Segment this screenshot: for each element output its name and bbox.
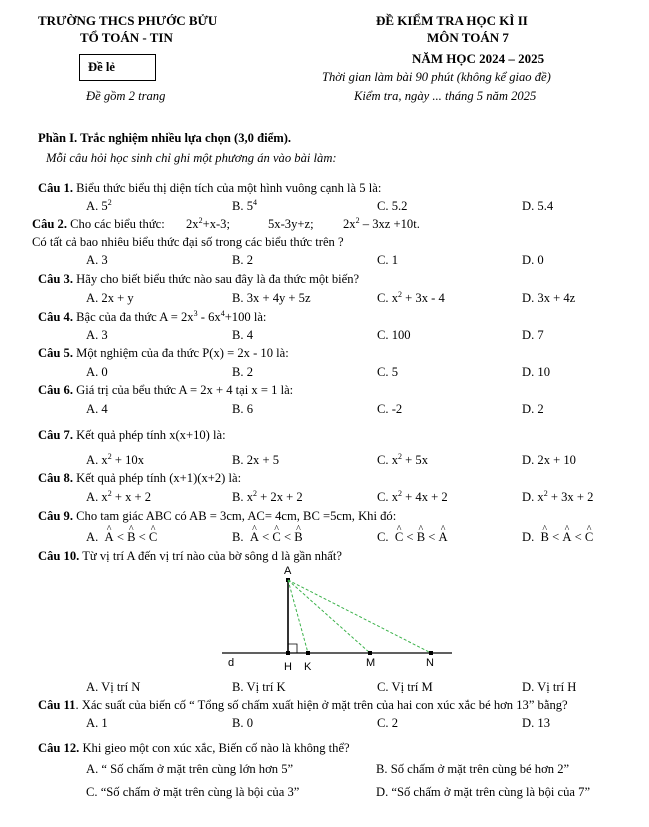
q9-option-d: D. ^ B < ^ A < ^ C [522, 530, 593, 544]
q2-expression-2: 5x-3y+z; [268, 217, 314, 231]
q5-option-c: C. 5 [377, 365, 398, 379]
q6-option-b: B. 6 [232, 402, 253, 416]
q11-option-b: B. 0 [232, 716, 253, 730]
question-5: Câu 5. Một nghiệm của đa thức P(x) = 2x - 10 là: [38, 346, 289, 360]
school-year: NĂM HỌC 2024 – 2025 [412, 51, 545, 66]
q1-option-b: B. $5^4$ [232, 198, 257, 213]
q2-expression-3: $2x^2 - 3xz +10t$. [343, 216, 420, 231]
version-label: Đề lẻ [88, 60, 115, 74]
q12-option-d: D. “Số chấm ở mặt trên cùng là bội của 7” [376, 785, 591, 799]
question-2: Câu 2. Cho các biểu thức: [32, 217, 165, 231]
exam-date: Kiểm tra, ngày ... tháng 5 năm 2025 [354, 89, 537, 103]
q10-option-d: D. Vị trí H [522, 680, 577, 694]
department-name: TỔ TOÁN - TIN [80, 30, 173, 45]
q11-option-d: D. 13 [522, 716, 550, 730]
point-H [286, 651, 290, 655]
point-M [368, 651, 372, 655]
question-12: Câu 12. Khi gieo một con xúc xắc, Biến cố nào là không thể? [38, 741, 350, 755]
q7-option-d: D. 2x + 10 [522, 453, 576, 467]
exam-duration: Thời gian làm bài 90 phút (không kể giao đề) [322, 70, 551, 84]
point-K [306, 651, 310, 655]
question-label: Câu 1. [38, 181, 73, 195]
q8-option-c: C. $x^2 + 4x + 2$ [377, 489, 448, 504]
line-AK [288, 580, 308, 653]
q10-option-a: A. Vị trí N [86, 680, 141, 694]
q2-expression-1: $2x^2+x-3$; [186, 216, 230, 231]
q11-option-c: C. 2 [377, 716, 398, 730]
subject-title: MÔN TOÁN 7 [427, 30, 509, 45]
q6-option-c: C. -2 [377, 402, 403, 416]
q9-option-a: A. ^ A < ^ B < ^ C [86, 530, 157, 544]
fig-label-M: M [366, 657, 376, 669]
question-3: Câu 3. Hãy cho biết biểu thức nào sau đây là đa thức một biến? [38, 272, 360, 286]
line-AM [288, 580, 370, 653]
q12-option-c: C. “Số chấm ở mặt trên cùng là bội của 3” [86, 785, 300, 799]
q4-option-a: A. 3 [86, 328, 108, 342]
river-figure [220, 562, 470, 677]
question-6: Câu 6. Giá trị của bểu thức A = 2x + 4 tại x = 1 là: [38, 383, 294, 397]
q7-option-c: C. $x^2 + 5x$ [377, 452, 428, 467]
q10-option-c: C. Vị trí M [377, 680, 433, 694]
school-name: TRƯỜNG THCS PHƯỚC BỬU [38, 13, 218, 28]
q2-option-c: C. 1 [377, 253, 398, 267]
q1-option-c: C. 5.2 [377, 199, 408, 213]
q8-option-b: B. $x^2 + 2x + 2$ [232, 489, 303, 504]
q1-option-a: A. $5^2$ [86, 198, 112, 213]
q7-option-a: A. $x^2 + 10x$ [86, 452, 144, 467]
fig-label-d: d [228, 657, 235, 669]
exam-title: ĐỀ KIỂM TRA HỌC KÌ II [376, 13, 528, 28]
line-AN [288, 580, 431, 653]
q3-option-b: B. 3x + 4y + 5z [232, 291, 311, 305]
q3-option-a: A. 2x + y [86, 291, 134, 305]
question-7: Câu 7. Kết quả phép tính x(x+10) là: [38, 428, 226, 442]
question-1 [38, 181, 381, 195]
q6-option-d: D. 2 [522, 402, 544, 416]
part-instruction: Mỗi câu hỏi học sinh chỉ ghi một phương án vào bài làm: [46, 151, 337, 165]
q11-option-a: A. 1 [86, 716, 108, 730]
q9-option-c: C. ^ C < ^ B < ^ A [377, 530, 448, 544]
q5-option-d: D. 10 [522, 365, 550, 379]
version-box [79, 54, 156, 81]
part-title: Phần I. Trắc nghiệm nhiều lựa chọn (3,0 điểm). [38, 131, 292, 145]
q8-option-a: A. $x^2 + x + 2$ [86, 489, 152, 504]
q2-option-b: B. 2 [232, 253, 253, 267]
question-4: Câu 4. Bậc của đa thức $A = 2x^3 - 6x^4+100$ là: [38, 309, 267, 324]
q6-option-a: A. 4 [86, 402, 108, 416]
page-count: Đề gồm 2 trang [86, 89, 166, 103]
fig-label-A: A [284, 565, 292, 577]
fig-label-H: H [284, 661, 292, 673]
q5-option-a: A. 0 [86, 365, 108, 379]
q2-subtext: Có tất cả bao nhiêu biểu thức đại số trong các biểu thức trên ? [32, 235, 344, 249]
q1-option-d: D. 5.4 [522, 199, 554, 213]
q12-option-b: B. Số chấm ở mặt trên cùng bé hơn 2” [376, 762, 570, 776]
question-9: Câu 9. Cho tam giác ABC có AB = 3cm, AC= 4cm, BC =5cm, Khi đó: [38, 509, 397, 523]
q5-option-b: B. 2 [232, 365, 253, 379]
q8-option-d: D. $x^2 + 3x + 2$ [522, 489, 594, 504]
q3-option-c: C. $x^2 + 3x - 4$ [377, 290, 445, 305]
question-8: Câu 8. Kết quả phép tính (x+1)(x+2) là: [38, 471, 242, 485]
fig-label-K: K [304, 661, 312, 673]
question-11: Câu 11. Xác suất của biến cố “ Tổng số chấm xuất hiện ở mặt trên của hai con xúc xắc bé hơn 13” bằng? [38, 698, 568, 712]
q2-option-a: A. 3 [86, 253, 108, 267]
q4-option-b: B. 4 [232, 328, 253, 342]
fig-label-N: N [426, 657, 434, 669]
q4-option-d: D. 7 [522, 328, 544, 342]
q3-option-d: D. 3x + 4z [522, 291, 576, 305]
point-N [429, 651, 433, 655]
q12-option-a: A. “ Số chấm ở mặt trên cùng lớn hơn 5” [86, 762, 294, 776]
question-10: Câu 10. Từ vị trí A đến vị trí nào của bờ sông d là gần nhất? [38, 549, 342, 563]
q7-option-b: B. 2x + 5 [232, 453, 279, 467]
q2-option-d: D. 0 [522, 253, 544, 267]
q10-option-b: B. Vị trí K [232, 680, 286, 694]
q9-option-b: B. ^ A < ^ C < ^ B [232, 530, 303, 544]
question-text: Biểu thức biểu thị diện tích của một hình vuông cạnh là 5 là: [76, 181, 382, 195]
q4-option-c: C. 100 [377, 328, 411, 342]
